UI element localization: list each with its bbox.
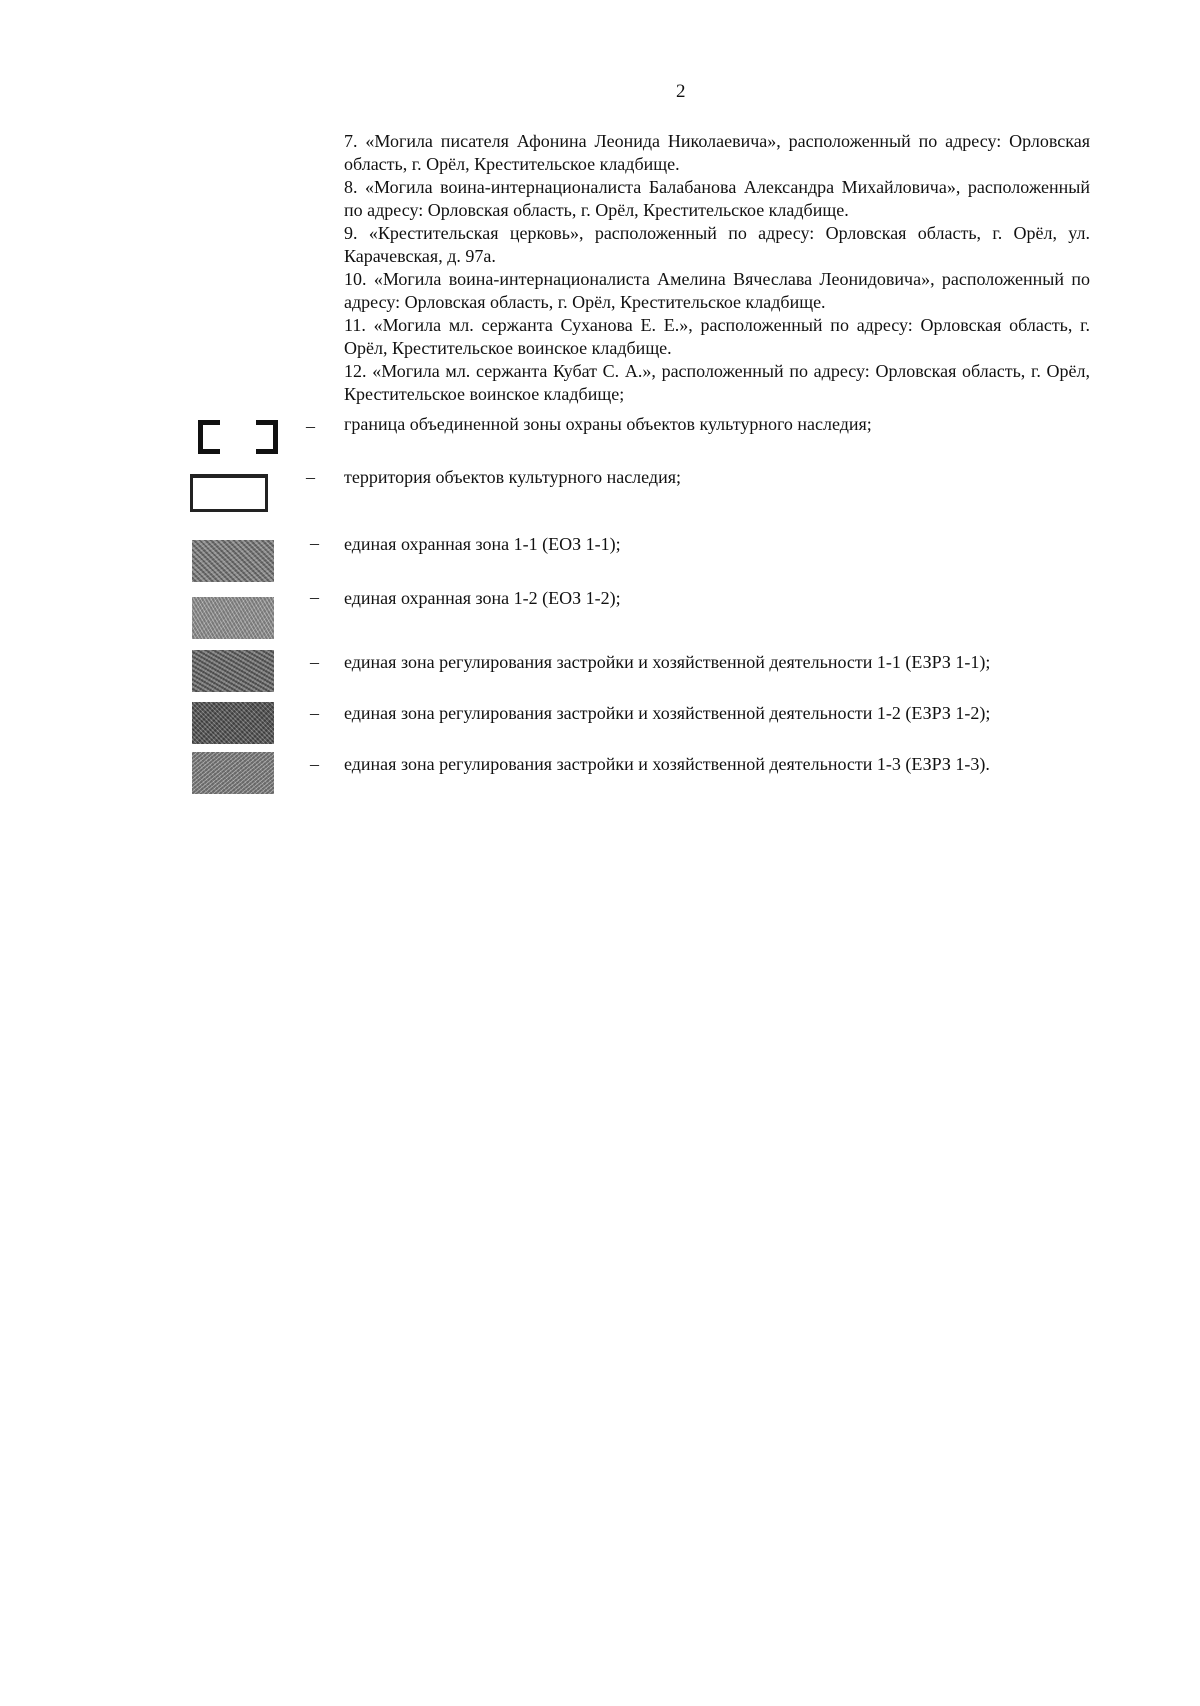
boundary-symbol-icon xyxy=(198,420,278,460)
object-list xyxy=(344,130,1090,406)
list-item: 7. «Могила писателя Афонина Леонида Николаевича», расположенный по адресу: Орловская область, г. Орёл, Крестительское кладбище. xyxy=(344,131,1090,174)
legend-dash: – xyxy=(310,754,319,774)
list-item: 11. «Могила мл. сержанта Суханова Е. Е.», расположенный по адресу: Орловская область, г. Орёл, Крестительское воинское кладбище. xyxy=(344,315,1090,358)
legend-dash: – xyxy=(306,467,315,487)
legend-dash: – xyxy=(310,587,319,607)
legend-dash: – xyxy=(310,533,319,553)
legend-boundary-label: граница объединенной зоны охраны объектов культурного наследия; xyxy=(344,414,872,434)
legend-dash: – xyxy=(310,652,319,672)
eoz-1-2-swatch-icon xyxy=(192,597,274,639)
territory-symbol-icon xyxy=(190,474,268,512)
list-item: 10. «Могила воина-интернационалиста Амелина Вячеслава Леонидовича», расположенный по адресу: Орловская область, г. Орёл, Крестительское кладбище. xyxy=(344,269,1090,312)
page-number: 2 xyxy=(676,81,686,102)
legend-ezrz-1-3-label: единая зона регулирования застройки и хозяйственной деятельности 1-3 (ЕЗРЗ 1-3). xyxy=(344,754,990,774)
legend-eoz-1-1-label: единая охранная зона 1-1 (ЕОЗ 1-1); xyxy=(344,534,621,554)
ezrz-1-3-swatch-icon xyxy=(192,752,274,794)
legend-dash: – xyxy=(310,703,319,723)
list-item: 12. «Могила мл. сержанта Кубат С. А.», расположенный по адресу: Орловская область, г. Орёл, Крестительское воинское кладбище; xyxy=(344,361,1090,404)
legend-ezrz-1-2-label: единая зона регулирования застройки и хозяйственной деятельности 1-2 (ЕЗРЗ 1-2); xyxy=(344,703,991,723)
legend-ezrz-1-1-label: единая зона регулирования застройки и хозяйственной деятельности 1-1 (ЕЗРЗ 1-1); xyxy=(344,652,991,672)
ezrz-1-2-swatch-icon xyxy=(192,702,274,744)
legend-dash: – xyxy=(306,416,315,436)
list-item: 8. «Могила воина-интернационалиста Балабанова Александра Михайловича», расположенный по адресу: Орловская область, г. Орёл, Крестительское кладбище. xyxy=(344,177,1090,220)
list-item: 9. «Крестительская церковь», расположенный по адресу: Орловская область, г. Орёл, ул. Карачевская, д. 97а. xyxy=(344,223,1090,266)
legend-territory-label: территория объектов культурного наследия; xyxy=(344,467,681,487)
ezrz-1-1-swatch-icon xyxy=(192,650,274,692)
eoz-1-1-swatch-icon xyxy=(192,540,274,582)
legend-eoz-1-2-label: единая охранная зона 1-2 (ЕОЗ 1-2); xyxy=(344,588,621,608)
